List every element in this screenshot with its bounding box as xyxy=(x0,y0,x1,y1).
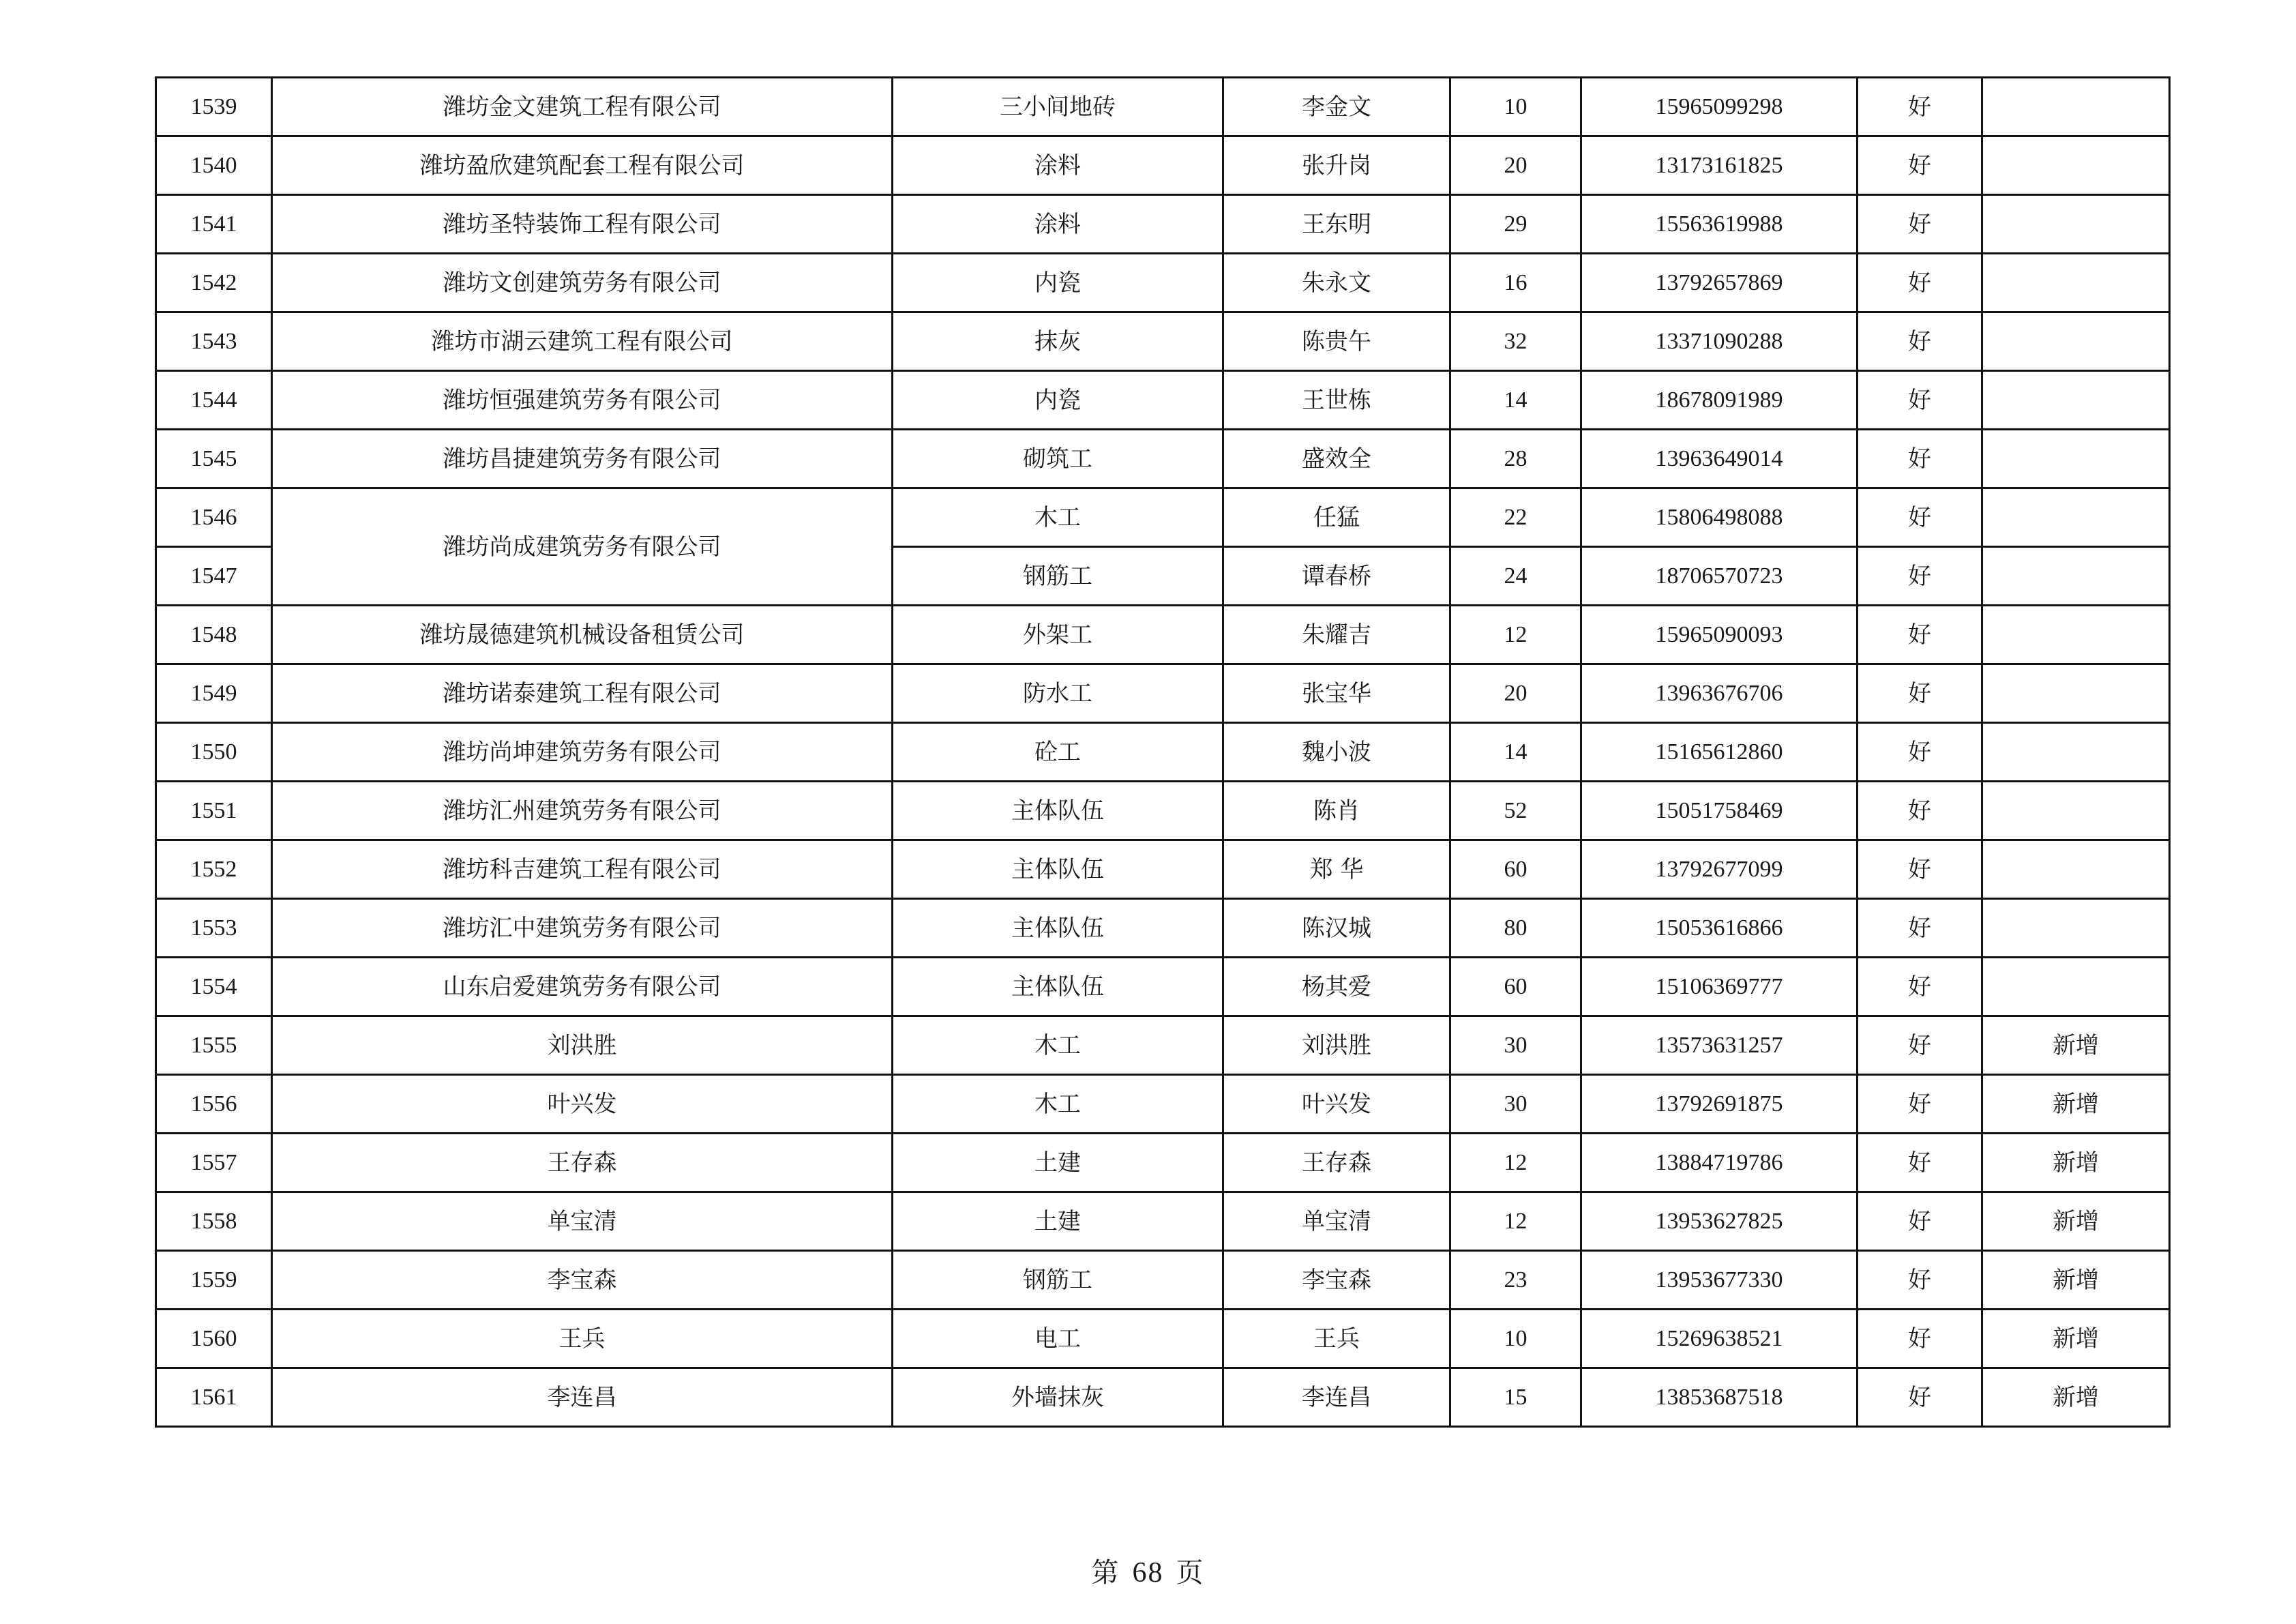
leader-cell: 张宝华 xyxy=(1223,664,1450,723)
row-number-cell: 1551 xyxy=(156,782,272,840)
rating-cell: 好 xyxy=(1858,430,1982,488)
table-row xyxy=(156,195,2170,254)
note-cell xyxy=(1982,723,2170,782)
row-number-cell: 1558 xyxy=(156,1192,272,1251)
trade-cell: 主体队伍 xyxy=(893,782,1223,840)
phone-cell: 13884719786 xyxy=(1581,1134,1858,1192)
trade-cell: 主体队伍 xyxy=(893,899,1223,958)
note-cell xyxy=(1982,488,2170,547)
phone-cell: 13963649014 xyxy=(1581,430,1858,488)
phone-cell: 13953627825 xyxy=(1581,1192,1858,1251)
row-number-cell: 1552 xyxy=(156,840,272,899)
row-number-cell: 1550 xyxy=(156,723,272,782)
row-number-cell: 1541 xyxy=(156,195,272,254)
rating-cell: 好 xyxy=(1858,723,1982,782)
trade-cell: 外架工 xyxy=(893,606,1223,664)
contractor-roster-table xyxy=(155,76,2171,1428)
roster-body xyxy=(156,78,2170,1427)
page-footer xyxy=(0,1551,2296,1590)
row-number-cell: 1539 xyxy=(156,78,272,136)
table-row xyxy=(156,782,2170,840)
rating-cell: 好 xyxy=(1858,1075,1982,1134)
table-row xyxy=(156,723,2170,782)
company-cell: 潍坊盈欣建筑配套工程有限公司 xyxy=(272,136,893,195)
row-number-cell: 1540 xyxy=(156,136,272,195)
company-cell: 潍坊圣特装饰工程有限公司 xyxy=(272,195,893,254)
leader-cell: 李金文 xyxy=(1223,78,1450,136)
rating-cell: 好 xyxy=(1858,195,1982,254)
phone-cell: 13963676706 xyxy=(1581,664,1858,723)
phone-cell: 18678091989 xyxy=(1581,371,1858,430)
leader-cell: 朱耀吉 xyxy=(1223,606,1450,664)
note-cell xyxy=(1982,195,2170,254)
company-cell: 潍坊尚坤建筑劳务有限公司 xyxy=(272,723,893,782)
note-cell xyxy=(1982,136,2170,195)
row-number-cell: 1546 xyxy=(156,488,272,547)
table-row xyxy=(156,1075,2170,1134)
leader-cell: 陈肖 xyxy=(1223,782,1450,840)
phone-cell: 15806498088 xyxy=(1581,488,1858,547)
company-cell: 潍坊文创建筑劳务有限公司 xyxy=(272,254,893,312)
row-number-cell: 1545 xyxy=(156,430,272,488)
row-number-cell: 1556 xyxy=(156,1075,272,1134)
headcount-cell: 14 xyxy=(1450,723,1581,782)
phone-cell: 15106369777 xyxy=(1581,958,1858,1016)
company-cell: 潍坊汇州建筑劳务有限公司 xyxy=(272,782,893,840)
note-cell xyxy=(1982,371,2170,430)
phone-cell: 15053616866 xyxy=(1581,899,1858,958)
note-cell: 新增 xyxy=(1982,1368,2170,1427)
headcount-cell: 16 xyxy=(1450,254,1581,312)
leader-cell: 王存森 xyxy=(1223,1134,1450,1192)
headcount-cell: 10 xyxy=(1450,78,1581,136)
phone-cell: 13371090288 xyxy=(1581,312,1858,371)
row-number-cell: 1560 xyxy=(156,1310,272,1368)
trade-cell: 砌筑工 xyxy=(893,430,1223,488)
rating-cell: 好 xyxy=(1858,664,1982,723)
phone-cell: 15051758469 xyxy=(1581,782,1858,840)
rating-cell: 好 xyxy=(1858,1310,1982,1368)
page-number: 68 xyxy=(1132,1557,1164,1589)
footer-suffix: 页 xyxy=(1176,1557,1205,1589)
trade-cell: 主体队伍 xyxy=(893,958,1223,1016)
row-number-cell: 1561 xyxy=(156,1368,272,1427)
rating-cell: 好 xyxy=(1858,312,1982,371)
leader-cell: 王兵 xyxy=(1223,1310,1450,1368)
table-row xyxy=(156,1251,2170,1310)
trade-cell: 钢筋工 xyxy=(893,1251,1223,1310)
table-row xyxy=(156,1368,2170,1427)
table-row xyxy=(156,371,2170,430)
table-row xyxy=(156,899,2170,958)
table-row xyxy=(156,840,2170,899)
table-row xyxy=(156,254,2170,312)
row-number-cell: 1559 xyxy=(156,1251,272,1310)
company-cell: 潍坊诺泰建筑工程有限公司 xyxy=(272,664,893,723)
company-cell: 潍坊金文建筑工程有限公司 xyxy=(272,78,893,136)
note-cell: 新增 xyxy=(1982,1310,2170,1368)
trade-cell: 钢筋工 xyxy=(893,547,1223,606)
headcount-cell: 10 xyxy=(1450,1310,1581,1368)
trade-cell: 主体队伍 xyxy=(893,840,1223,899)
leader-cell: 张升岗 xyxy=(1223,136,1450,195)
company-cell: 刘洪胜 xyxy=(272,1016,893,1075)
company-cell: 潍坊科吉建筑工程有限公司 xyxy=(272,840,893,899)
footer-prefix: 第 xyxy=(1091,1557,1120,1589)
note-cell xyxy=(1982,782,2170,840)
headcount-cell: 32 xyxy=(1450,312,1581,371)
phone-cell: 18706570723 xyxy=(1581,547,1858,606)
headcount-cell: 23 xyxy=(1450,1251,1581,1310)
table-row xyxy=(156,606,2170,664)
headcount-cell: 12 xyxy=(1450,1134,1581,1192)
headcount-cell: 52 xyxy=(1450,782,1581,840)
rating-cell: 好 xyxy=(1858,488,1982,547)
rating-cell: 好 xyxy=(1858,899,1982,958)
trade-cell: 内瓷 xyxy=(893,254,1223,312)
trade-cell: 木工 xyxy=(893,1016,1223,1075)
trade-cell: 涂料 xyxy=(893,136,1223,195)
trade-cell: 三小间地砖 xyxy=(893,78,1223,136)
headcount-cell: 60 xyxy=(1450,958,1581,1016)
headcount-cell: 30 xyxy=(1450,1016,1581,1075)
company-cell: 单宝清 xyxy=(272,1192,893,1251)
row-number-cell: 1542 xyxy=(156,254,272,312)
table-row xyxy=(156,1134,2170,1192)
table-row xyxy=(156,1310,2170,1368)
leader-cell: 朱永文 xyxy=(1223,254,1450,312)
trade-cell: 外墙抹灰 xyxy=(893,1368,1223,1427)
row-number-cell: 1547 xyxy=(156,547,272,606)
leader-cell: 陈贵午 xyxy=(1223,312,1450,371)
row-number-cell: 1544 xyxy=(156,371,272,430)
headcount-cell: 24 xyxy=(1450,547,1581,606)
note-cell xyxy=(1982,312,2170,371)
rating-cell: 好 xyxy=(1858,1016,1982,1075)
phone-cell: 15165612860 xyxy=(1581,723,1858,782)
trade-cell: 土建 xyxy=(893,1134,1223,1192)
company-cell: 潍坊市湖云建筑工程有限公司 xyxy=(272,312,893,371)
table-row xyxy=(156,664,2170,723)
note-cell xyxy=(1982,254,2170,312)
leader-cell: 李连昌 xyxy=(1223,1368,1450,1427)
table-row xyxy=(156,1192,2170,1251)
leader-cell: 李宝森 xyxy=(1223,1251,1450,1310)
headcount-cell: 14 xyxy=(1450,371,1581,430)
table-row xyxy=(156,1016,2170,1075)
table-row xyxy=(156,312,2170,371)
note-cell xyxy=(1982,664,2170,723)
trade-cell: 木工 xyxy=(893,1075,1223,1134)
headcount-cell: 28 xyxy=(1450,430,1581,488)
row-number-cell: 1548 xyxy=(156,606,272,664)
note-cell: 新增 xyxy=(1982,1251,2170,1310)
note-cell xyxy=(1982,606,2170,664)
company-cell: 潍坊恒强建筑劳务有限公司 xyxy=(272,371,893,430)
leader-cell: 王世栋 xyxy=(1223,371,1450,430)
company-cell: 李宝森 xyxy=(272,1251,893,1310)
headcount-cell: 30 xyxy=(1450,1075,1581,1134)
phone-cell: 13573631257 xyxy=(1581,1016,1858,1075)
trade-cell: 电工 xyxy=(893,1310,1223,1368)
phone-cell: 15269638521 xyxy=(1581,1310,1858,1368)
leader-cell: 任猛 xyxy=(1223,488,1450,547)
table-row xyxy=(156,430,2170,488)
headcount-cell: 12 xyxy=(1450,606,1581,664)
row-number-cell: 1543 xyxy=(156,312,272,371)
leader-cell: 谭春桥 xyxy=(1223,547,1450,606)
company-cell: 潍坊昌捷建筑劳务有限公司 xyxy=(272,430,893,488)
note-cell: 新增 xyxy=(1982,1192,2170,1251)
company-cell: 李连昌 xyxy=(272,1368,893,1427)
leader-cell: 刘洪胜 xyxy=(1223,1016,1450,1075)
headcount-cell: 80 xyxy=(1450,899,1581,958)
phone-cell: 15965090093 xyxy=(1581,606,1858,664)
leader-cell: 魏小波 xyxy=(1223,723,1450,782)
headcount-cell: 60 xyxy=(1450,840,1581,899)
headcount-cell: 20 xyxy=(1450,664,1581,723)
row-number-cell: 1549 xyxy=(156,664,272,723)
headcount-cell: 29 xyxy=(1450,195,1581,254)
company-cell: 潍坊汇中建筑劳务有限公司 xyxy=(272,899,893,958)
row-number-cell: 1557 xyxy=(156,1134,272,1192)
note-cell xyxy=(1982,840,2170,899)
phone-cell: 13792677099 xyxy=(1581,840,1858,899)
rating-cell: 好 xyxy=(1858,1192,1982,1251)
rating-cell: 好 xyxy=(1858,371,1982,430)
table-row xyxy=(156,488,2170,547)
rating-cell: 好 xyxy=(1858,840,1982,899)
phone-cell: 13792657869 xyxy=(1581,254,1858,312)
rating-cell: 好 xyxy=(1858,1134,1982,1192)
trade-cell: 抹灰 xyxy=(893,312,1223,371)
headcount-cell: 22 xyxy=(1450,488,1581,547)
rating-cell: 好 xyxy=(1858,254,1982,312)
leader-cell: 杨其爱 xyxy=(1223,958,1450,1016)
rating-cell: 好 xyxy=(1858,78,1982,136)
note-cell xyxy=(1982,78,2170,136)
company-cell: 王存森 xyxy=(272,1134,893,1192)
headcount-cell: 15 xyxy=(1450,1368,1581,1427)
trade-cell: 涂料 xyxy=(893,195,1223,254)
note-cell: 新增 xyxy=(1982,1075,2170,1134)
rating-cell: 好 xyxy=(1858,547,1982,606)
note-cell xyxy=(1982,430,2170,488)
table-row xyxy=(156,136,2170,195)
company-cell: 潍坊尚成建筑劳务有限公司 xyxy=(272,488,893,606)
leader-cell: 单宝清 xyxy=(1223,1192,1450,1251)
trade-cell: 土建 xyxy=(893,1192,1223,1251)
table-row xyxy=(156,958,2170,1016)
note-cell: 新增 xyxy=(1982,1016,2170,1075)
phone-cell: 13853687518 xyxy=(1581,1368,1858,1427)
note-cell xyxy=(1982,899,2170,958)
note-cell xyxy=(1982,547,2170,606)
trade-cell: 木工 xyxy=(893,488,1223,547)
leader-cell: 盛效全 xyxy=(1223,430,1450,488)
leader-cell: 郑 华 xyxy=(1223,840,1450,899)
rating-cell: 好 xyxy=(1858,606,1982,664)
table-row xyxy=(156,78,2170,136)
row-number-cell: 1553 xyxy=(156,899,272,958)
leader-cell: 王东明 xyxy=(1223,195,1450,254)
trade-cell: 防水工 xyxy=(893,664,1223,723)
company-cell: 山东启爱建筑劳务有限公司 xyxy=(272,958,893,1016)
leader-cell: 叶兴发 xyxy=(1223,1075,1450,1134)
phone-cell: 15965099298 xyxy=(1581,78,1858,136)
phone-cell: 13953677330 xyxy=(1581,1251,1858,1310)
rating-cell: 好 xyxy=(1858,1251,1982,1310)
trade-cell: 砼工 xyxy=(893,723,1223,782)
headcount-cell: 12 xyxy=(1450,1192,1581,1251)
leader-cell: 陈汉城 xyxy=(1223,899,1450,958)
rating-cell: 好 xyxy=(1858,958,1982,1016)
headcount-cell: 20 xyxy=(1450,136,1581,195)
row-number-cell: 1554 xyxy=(156,958,272,1016)
rating-cell: 好 xyxy=(1858,136,1982,195)
phone-cell: 15563619988 xyxy=(1581,195,1858,254)
company-cell: 叶兴发 xyxy=(272,1075,893,1134)
row-number-cell: 1555 xyxy=(156,1016,272,1075)
rating-cell: 好 xyxy=(1858,782,1982,840)
note-cell: 新增 xyxy=(1982,1134,2170,1192)
trade-cell: 内瓷 xyxy=(893,371,1223,430)
company-cell: 潍坊晟德建筑机械设备租赁公司 xyxy=(272,606,893,664)
note-cell xyxy=(1982,958,2170,1016)
phone-cell: 13173161825 xyxy=(1581,136,1858,195)
phone-cell: 13792691875 xyxy=(1581,1075,1858,1134)
rating-cell: 好 xyxy=(1858,1368,1982,1427)
company-cell: 王兵 xyxy=(272,1310,893,1368)
